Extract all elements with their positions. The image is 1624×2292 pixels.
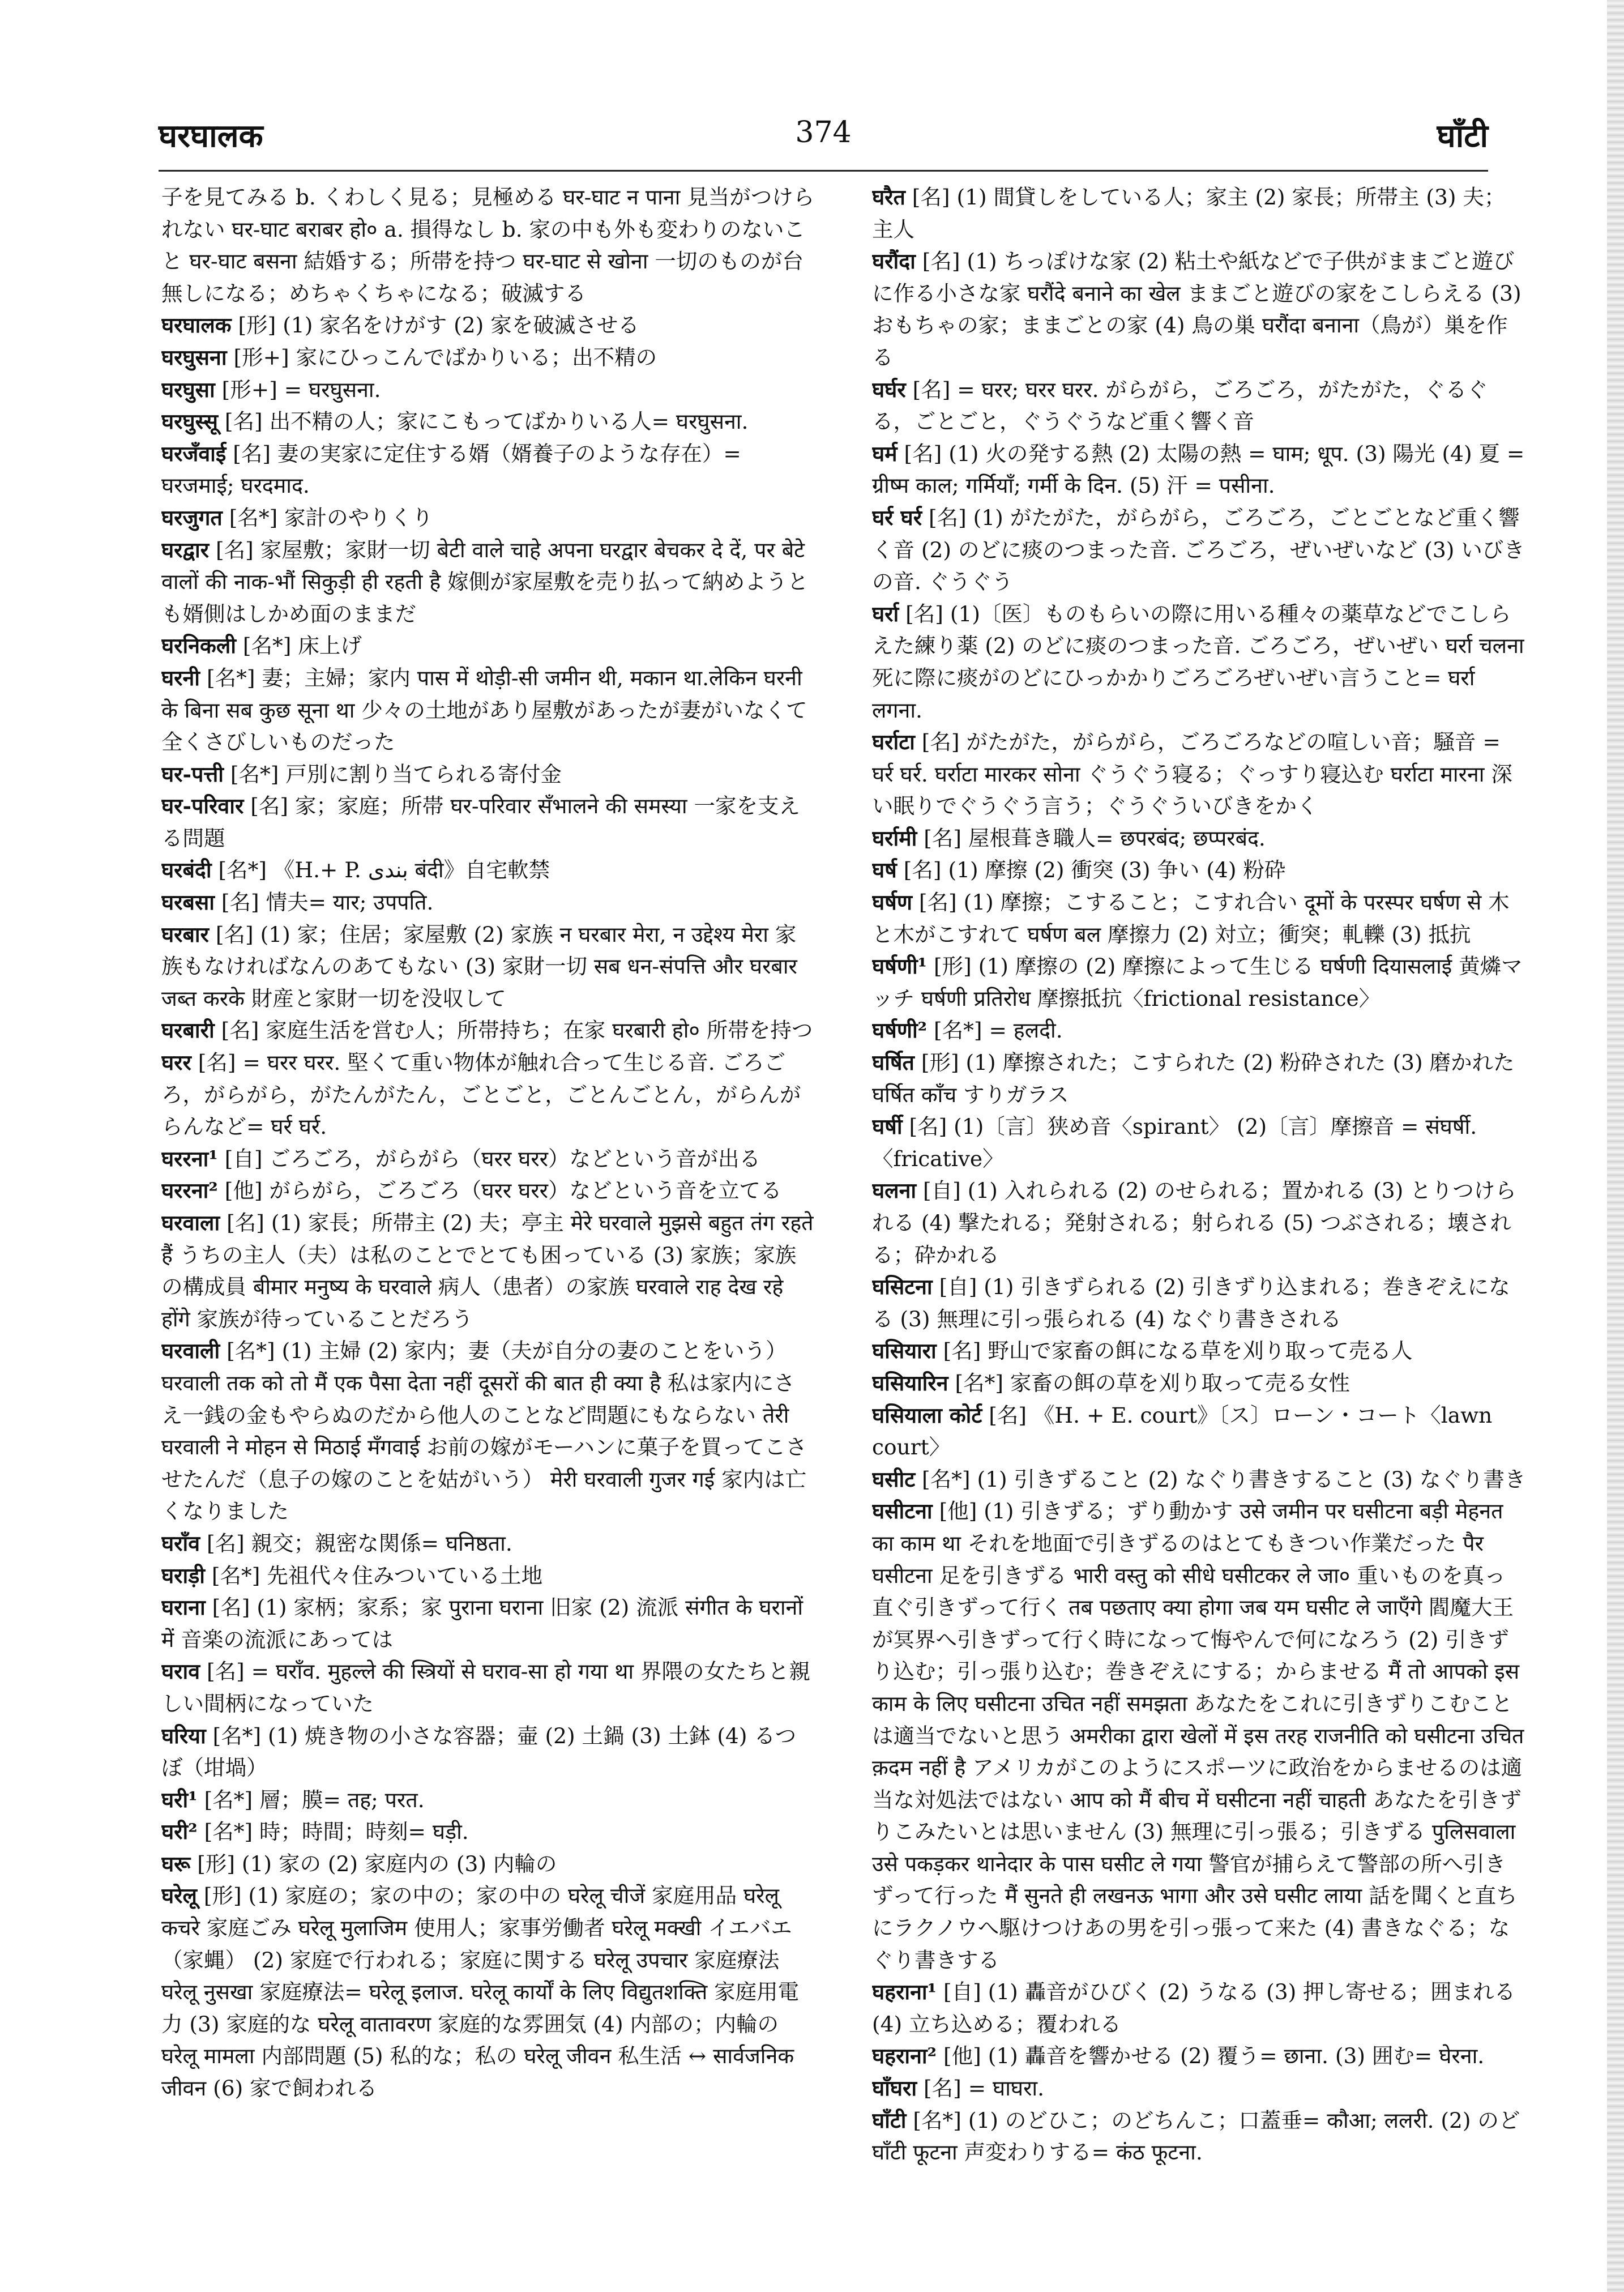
entry-definition: (1) 摩擦の (2) 摩擦によって生じる घर्षणी दियासलाई 黄燐マッチ घर्षणी प्रतिरोध 摩擦抵抗〈frictional resistance〉	[872, 954, 1523, 1011]
entry-definition: (1) 家の (2) 家庭内の (3) 内輪の	[241, 1851, 557, 1876]
page-edge-shadow	[1607, 0, 1624, 2292]
entry-part-of-speech: [名]	[206, 1530, 245, 1556]
entry-part-of-speech: [名*]	[955, 1370, 1003, 1395]
entry-part-of-speech: [名]	[924, 825, 962, 851]
entry-headword: घरवाला	[161, 1210, 220, 1235]
entry-definition: 妻の実家に定住する婿（婿養子のような存在）= घरजमाई; घरदमाद.	[161, 441, 741, 498]
entry-headword: घसीट	[872, 1466, 916, 1492]
entry-part-of-speech: [名]	[198, 1050, 236, 1075]
entry-part-of-speech: [自]	[943, 1979, 981, 2005]
entry-part-of-speech: [名]	[224, 409, 263, 434]
dictionary-entry	[161, 406, 815, 438]
entry-definition: 出不精の人；家にこもってばかりいる人= घरघुसना.	[269, 409, 749, 434]
entry-definition: (1) 摩擦 (2) 衝突 (3) 争い (4) 粉砕	[948, 857, 1286, 883]
dictionary-entry	[161, 1655, 815, 1719]
entry-part-of-speech: [他]	[943, 2043, 981, 2069]
entry-headword: घर्रामी	[872, 825, 917, 851]
entry-definition: ごろごろ，がらがら（घरर घरर）などという音が出る	[269, 1146, 760, 1171]
entry-part-of-speech: [名*]	[204, 1819, 253, 1845]
entry-definition: (1) ちっぽけな家 (2) 粘土や紙などで子供がままごと遊びに作る小さな家 घरौंदे बनाने का खेल ままごと遊びの家をこしらえる (3) おもちゃの家；ままごとの家 (4) 鳥の巣 घरौंदा बनाना（鳥が）巣を作る	[872, 249, 1522, 370]
entry-definition: 家にひっこんでばかりいる；出不精の	[296, 344, 657, 370]
entry-headword: घराँव	[161, 1530, 200, 1556]
entry-headword: घर-पत्ती	[161, 761, 224, 787]
running-header	[159, 108, 1488, 172]
entry-headword: घर्घर	[872, 377, 906, 402]
dictionary-entry	[161, 662, 815, 758]
dictionary-entry	[161, 1143, 815, 1175]
entry-part-of-speech: [名]	[904, 441, 942, 466]
entry-headword: घरौंदा	[872, 249, 916, 274]
entry-definition: (1) 家長；所帯主 (2) 夫；亭主 मेरे घरवाले मुझसे बहुत तंग रहते हैं うちの主人（夫）は私のことでとても困っている (3) 家族；家族の構成員 बीमार मनुष्य के घरवाले 病人（患者）の家族 घरवाले राह देख रहे होंगे 家族が待っていることだろう	[161, 1210, 814, 1331]
entry-headword: घरबसा	[161, 890, 215, 915]
entry-definition: (1) のどひこ；のどちんこ；口蓋垂= कौआ; ललरी. (2) のど घाँटी फूटना 声変わりする= कंठ फूटना.	[872, 2107, 1520, 2165]
entry-definition: 家；家庭；所帯 घर-परिवार सँभालने की समस्या 一家を支える問題	[161, 793, 800, 851]
dictionary-entry	[161, 342, 815, 374]
dictionary-entry	[161, 1207, 815, 1335]
dictionary-entry	[161, 1720, 815, 1784]
entry-definition: (1) 火の発する熱 (2) 太陽の熱 = घाम; धूप. (3) 陽光 (4) 夏 = ग्रीष्म काल; गर्मियाँ; गर्मी के दिन. (5) 汗 = पसीना.	[872, 441, 1525, 498]
page-number: 374	[795, 116, 852, 150]
entry-headword: घररना²	[161, 1178, 218, 1203]
entry-headword: घरबार	[161, 921, 209, 947]
entry-headword: घहराना¹	[872, 1979, 937, 2005]
dictionary-entry	[161, 1816, 815, 1848]
entry-headword: घरघुस्सू	[161, 409, 218, 434]
entry-part-of-speech: [形]	[934, 954, 972, 979]
entry-headword: घराना	[161, 1595, 206, 1620]
entry-part-of-speech: [形]	[197, 1851, 235, 1876]
dictionary-entry	[872, 2072, 1526, 2105]
entry-headword: घसियारा	[872, 1338, 937, 1364]
dictionary-entry	[161, 1848, 815, 1880]
dictionary-entry	[161, 886, 815, 919]
entry-part-of-speech: [名*]	[226, 1338, 275, 1364]
entry-part-of-speech: [形+]	[221, 377, 277, 402]
entry-headword: घसियाला कोर्ट	[872, 1402, 982, 1428]
entry-part-of-speech: [名]	[216, 537, 254, 562]
entry-definition: 家庭生活を営む人；所帯持ち；在家 घरबारी हो० 所帯を持つ	[266, 1018, 813, 1043]
entry-definition: = घरर घरर. 堅くて重い物体が触れ合って生じる音. ごろごろ，がらがら，がたんがたん，ごとごと，ごとんごとん，がらんがらんなど= घर्र घर्र.	[161, 1050, 801, 1139]
dictionary-entry	[872, 950, 1526, 1014]
header-left-headword: घरघालक	[159, 117, 263, 155]
dictionary-entry	[872, 502, 1526, 598]
dictionary-entry	[161, 1784, 815, 1816]
entry-headword: घरबारी	[161, 1018, 215, 1043]
entry-definition: (1) 引きずること (2) なぐり書きすること (3) なぐり書き	[977, 1466, 1526, 1492]
entry-part-of-speech: [名*]	[204, 1787, 253, 1812]
entry-part-of-speech: [名]	[921, 729, 960, 755]
entry-part-of-speech: [名]	[918, 890, 957, 915]
entry-headword: घसीटना	[872, 1499, 933, 1524]
entry-part-of-speech: [名*]	[229, 505, 278, 530]
entry-headword: घरी²	[161, 1819, 198, 1845]
entry-definition: 《H. + E. court》〔ス〕ローン・コート〈lawn court〉	[872, 1402, 1493, 1460]
entry-part-of-speech: [形+]	[233, 344, 289, 370]
entry-part-of-speech: [名*]	[212, 1723, 262, 1748]
entry-definition: (1) がたがた，がらがら，ごろごろ，ごとごとなど重く響く音 (2) のどに痰のつまった音. ごろごろ，ぜいぜいなど (3) いびきの音. ぐうぐう	[872, 505, 1525, 595]
entry-part-of-speech: [名*]	[922, 1466, 971, 1492]
dictionary-entry	[872, 598, 1526, 726]
entry-definition: 家屋敷；家財一切 बेटी वाले चाहे अपना घरद्वार बेचकर दे दें, पर बेटे वालों की नाक-भौं सिकुड़ी ही रहती है 嫁側が家屋敷を売り払って納めようとも婿側はしかめ面のままだ	[161, 537, 809, 626]
dictionary-entry	[161, 1014, 815, 1047]
entry-definition: がらがら，ごろごろ（घरर घरर）などという音を立てる	[269, 1178, 782, 1203]
entry-headword: घर्ष	[872, 857, 897, 883]
dictionary-entry	[161, 1591, 815, 1655]
dictionary-entry	[161, 374, 815, 406]
entry-definition: (1) 家名をけがす (2) 家を破滅させる	[283, 313, 639, 338]
entry-definition: 《H.+ P. بندی बंदी》自宅軟禁	[273, 857, 550, 883]
entry-headword: घरर	[161, 1050, 191, 1075]
entry-headword: घर्षित	[872, 1050, 914, 1075]
entry-headword: घराड़ी	[161, 1563, 205, 1588]
dictionary-entry	[161, 1335, 815, 1527]
entry-definition: 妻；主婦；家内 पास में थोड़ी-सी जमीन थी, मकान था.लेकिन घरनी के बिना सब कुछ सूना था 少々の土地があり屋敷があったが妻がいなくて全くさびしいものだった	[161, 665, 807, 755]
entry-headword: घरद्वार	[161, 537, 210, 562]
entry-headword: घरिया	[161, 1723, 206, 1748]
entry-part-of-speech: [形]	[203, 1883, 242, 1909]
dictionary-entry	[161, 1047, 815, 1143]
entry-part-of-speech: [形]	[921, 1050, 959, 1075]
entry-part-of-speech: [名]	[912, 185, 950, 210]
entry-part-of-speech: [名*]	[218, 857, 267, 883]
entry-headword: घरघुसना	[161, 344, 227, 370]
entry-headword: घरघुसा	[161, 377, 215, 402]
entry-definition: = घरघुसना.	[284, 377, 381, 402]
dictionary-entry	[872, 2105, 1526, 2169]
entry-headword: घलना	[872, 1178, 917, 1203]
entry-part-of-speech: [名*]	[934, 1018, 982, 1043]
entry-definition: (1) 焼き物の小さな容器；壷 (2) 土鍋 (3) 土鉢 (4) るつぼ（坩堝）	[161, 1723, 797, 1781]
entry-headword: घरवाली	[161, 1338, 220, 1364]
entry-part-of-speech: [名]	[221, 1018, 259, 1043]
header-right-headword: घाँटी	[1437, 117, 1488, 155]
entry-definition: 野山で家畜の餌になる草を刈り取って売る人	[988, 1338, 1413, 1364]
entry-definition: (1) 間貸しをしている人；家主 (2) 家長；所帯主 (3) 夫；主人	[872, 185, 1506, 242]
dictionary-entry	[872, 854, 1526, 886]
entry-headword: घरघालक	[161, 313, 232, 338]
entry-definition: 戸別に割り当てられる寄付金	[285, 761, 562, 787]
dictionary-entry	[161, 1880, 815, 2104]
dictionary-entry	[161, 758, 815, 791]
dictionary-entry	[872, 726, 1526, 822]
entry-headword: घसिटना	[872, 1274, 933, 1300]
entry-headword: घरैत	[872, 185, 905, 210]
entry-part-of-speech: [名]	[924, 2076, 961, 2101]
entry-definition: (1) 轟音を響かせる (2) 覆う= छाना. (3) 囲む= घेरना.	[988, 2043, 1485, 2069]
dictionary-entry	[161, 1175, 815, 1207]
entry-definition: (1)〔言〕狭め音〈spirant〉 (2)〔言〕摩擦音 = संघर्षी.〈fricative〉	[872, 1114, 1477, 1171]
entry-part-of-speech: [自]	[224, 1146, 263, 1171]
entry-headword: घर्र घर्र	[872, 505, 922, 530]
entry-definition: 屋根葺き職人= छपरबंद; छप्परबंद.	[968, 825, 1266, 851]
dictionary-entry	[872, 822, 1526, 855]
entry-part-of-speech: [名]	[206, 1659, 245, 1684]
entry-headword: घरेलू	[161, 1883, 197, 1909]
entry-part-of-speech: [名]	[233, 441, 271, 466]
entry-definition: がたがた，がらがら，ごろごろなどの喧しい音；騒音 = घर्र घर्र. घर्राटा मारकर सोना ぐうぐう寝る；ぐっすり寝込む घर्राटा मारना 深い眠りでぐうぐう言う；ぐうぐういびきをかく	[872, 729, 1512, 819]
dictionary-entry	[161, 181, 815, 309]
dictionary-entry	[872, 1399, 1526, 1463]
entry-part-of-speech: [名*]	[206, 665, 255, 690]
left-column	[161, 181, 815, 2243]
entry-headword: घरनिकली	[161, 633, 236, 659]
dictionary-entry	[161, 630, 815, 662]
entry-definition: 子を見てみる b. くわしく見る；見極める घर-घाट न पाना 見当がつけられない घर-घाट बराबर हो० a. 損得なし b. 家の中も外も変わりのないこと घर-घाट बसना 結婚する；所帯を持つ घर-घाट से खोना 一切のものが台無しになる；めちゃくちゃになる；破滅する	[161, 185, 815, 306]
dictionary-entry	[161, 1527, 815, 1560]
entry-headword: घर्षण	[872, 890, 912, 915]
entry-part-of-speech: [名]	[989, 1402, 1027, 1428]
dictionary-entry	[161, 438, 815, 502]
dictionary-entry	[161, 854, 815, 886]
entry-definition: (1) 摩擦；こすること；こすれ合い दूमों के परस्पर घर्षण से 木と木がこすれて घर्षण बल 摩擦力 (2) 対立；衝突；軋轢 (3) 抵抗	[872, 890, 1510, 947]
entry-definition: 家畜の餌の草を刈り取って売る女性	[1010, 1370, 1350, 1395]
entry-part-of-speech: [名*]	[230, 761, 279, 787]
dictionary-entry	[872, 1047, 1526, 1111]
entry-part-of-speech: [名]	[226, 1210, 264, 1235]
entry-headword: घरबंदी	[161, 857, 212, 883]
entry-headword: घरू	[161, 1851, 191, 1876]
entry-headword: घरजुगत	[161, 505, 223, 530]
dictionary-entry	[161, 502, 815, 534]
dictionary-entry	[872, 181, 1526, 245]
dictionary-entry	[161, 919, 815, 1015]
entry-definition: (1) 引きずる；ずり動かす उसे जमीन पर घसीटना बड़ी मेहनत का काम था それを地面で引きずるのはとてもきつい作業だった पैर घसीटना 足を引きずる भारी वस्तु को सीधे घसीटकर ले जा० 重いものを真っ直ぐ引きずって行く तब पछताए क्या होगा जब यम घसीट ले जाएँगे 閻魔大王が冥界へ引きずって行く時になって悔やんで何になろう (2) 引きずり込む；引っ張り込む；巻きぞえにする；からませる मैं तो आपको इस काम के लिए घसीटना उचित नहीं समझता あなたをこれに引きずりこむことは適当でないと思う अमरीका द्वारा खेलों में इस तरह राजनीति को घसीटना उचित क़दम नहीं है アメリカがこのようにスポーツに政治をからませるのは適当な対処法ではない आप को मैं बीच में घसीटना नहीं चाहती あなたを引きずりこみたいとは思いません (3) 無理に引っ張る；引きずる पुलिसवाला उसे पकड़कर थानेदार के पास घसीट ले गया 警官が捕らえて警部の所へ引きずって行った मैं सुनते ही लखनऊ भागा और उसे घसीट लाया 話を聞くと直ちにラクノウへ駆けつけあの男を引っ張って来た (4) 書きなぐる；なぐり書きする	[872, 1499, 1524, 1973]
entry-headword: घररना¹	[161, 1146, 218, 1171]
entry-headword: घर्षी	[872, 1114, 903, 1139]
entry-part-of-speech: [他]	[939, 1499, 977, 1524]
dictionary-entry	[872, 374, 1526, 438]
dictionary-entry	[872, 1335, 1526, 1367]
entry-part-of-speech: [形]	[238, 313, 276, 338]
entry-definition: = घाघरा.	[968, 2076, 1045, 2101]
entry-part-of-speech: [名]	[928, 505, 967, 530]
dictionary-entry	[161, 790, 815, 854]
entry-definition: 家計のやりくり	[284, 505, 433, 530]
dictionary-entry	[872, 1175, 1526, 1271]
entry-part-of-speech: [名]	[221, 890, 259, 915]
entry-definition: = घराँव. मुहल्ले की स्त्रियों से घराव-सा हो गया था 界隈の女たちと親しい間柄になっていた	[161, 1659, 810, 1716]
entry-definition: 床上げ	[298, 633, 362, 659]
entry-part-of-speech: [名*]	[211, 1563, 260, 1588]
entry-headword: घर-परिवार	[161, 793, 244, 819]
dictionary-entry	[872, 886, 1526, 950]
entry-definition: = घरर; घरर घरर. がらがら，ごろごろ，がたがた，ぐるぐる，ごとごと，ぐうぐうなど重く響く音	[872, 377, 1488, 434]
dictionary-entry	[872, 1976, 1526, 2040]
entry-definition: 親交；親密な関係= घनिष्ठता.	[251, 1530, 512, 1556]
entry-headword: घर्षणी¹	[872, 954, 928, 979]
entry-definition: (1) 引きずられる (2) 引きずり込まれる；巻きぞえになる (3) 無理に引っ張られる (4) なぐり書きされる	[872, 1274, 1510, 1331]
entry-definition: (1) 轟音がひびく (2) うなる (3) 押し寄せる；囲まれる (4) 立ち込める；覆われる	[872, 1979, 1516, 2037]
entry-headword: घहराना²	[872, 2043, 937, 2069]
entry-definition: 先祖代々住みついている土地	[267, 1563, 543, 1588]
entry-headword: घराव	[161, 1659, 200, 1684]
entry-definition: (1) 家庭の；家の中の；家の中の घरेलू चीजें 家庭用品 घरेलू कचरे 家庭ごみ घरेलू मुलाजिम 使用人；家事労働者 घरेलू मक्खी イエバエ（家蝿） (2) 家庭で行われる；家庭に関する घरेलू उपचार 家庭療法 घरेलू नुसखा 家庭療法= घरेलू इलाज. घरेलू कार्यों के लिए विद्युतशक्ति 家庭用電力 (3) 家庭的な घरेलू वातावरण 家庭的な雰囲気 (4) 内部の；内輪の घरेलू मामला 内部問題 (5) 私的な；私の घरेलू जीवन 私生活 ↔ सार्वजनिक जीवन (6) 家で飼われる	[161, 1883, 800, 2101]
entry-part-of-speech: [名]	[212, 1595, 250, 1620]
entry-headword: घर्म	[872, 441, 898, 466]
entry-definition: (1) 家；住居；家屋敷 (2) 家族 न घरबार मेरा, न उद्देश्य मेरा 家族もなければなんのあてもない (3) 家財一切 सब धन-संपत्ति और घरबार जब्त करके 財産と家財一切を没収して	[161, 921, 797, 1011]
entry-definition: (1) 摩擦された；こすられた (2) 粉砕された (3) 磨かれた घर्षित काँच すりガラス	[872, 1050, 1515, 1107]
dictionary-entry	[161, 1560, 815, 1592]
dictionary-entry	[872, 1495, 1526, 1976]
dictionary-entry	[872, 245, 1526, 373]
entry-definition: (1) 入れられる (2) のせられる；置かれる (3) とりつけられる (4) 撃たれる；発射される；射られる (5) つぶされる；壊される；砕かれる	[872, 1178, 1516, 1267]
dictionary-entry	[872, 1014, 1526, 1047]
entry-headword: घर्षणी²	[872, 1018, 928, 1043]
entry-part-of-speech: [名]	[909, 1114, 947, 1139]
dictionary-entry	[872, 438, 1526, 502]
dictionary-entry	[161, 309, 815, 342]
entry-part-of-speech: [名*]	[913, 2107, 961, 2133]
entry-part-of-speech: [名]	[903, 857, 942, 883]
entry-part-of-speech: [名]	[922, 249, 960, 274]
entry-part-of-speech: [名]	[215, 921, 254, 947]
entry-definition: (1) 家柄；家系；家 पुराना घराना 旧家 (2) 流派 संगीत के घरानों में 音楽の流派にあっては	[161, 1595, 804, 1652]
entry-part-of-speech: [自]	[923, 1178, 961, 1203]
entry-definition: (1)〔医〕ものもらいの際に用いる種々の薬草などでこしらえた練り薬 (2) のどに痰のつまった音. ごろごろ，ぜいぜい घर्रा चलना 死に際に痰がのどにひっかかりごろごろぜいぜい言うこと= घर्रा लगना.	[872, 601, 1524, 723]
entry-headword: घर्राटा	[872, 729, 915, 755]
entry-definition: (1) 主婦 (2) 家内；妻（夫が自分の妻のことをいう） घरवाली तक को तो मैं एक पैसा देता नहीं दूसरों की बात ही क्या है 私は家内にさえ一銭の金もやらぬのだから他人のことなど問題にもならない तेरी घरवाली ने मोहन से मिठाई मँगवाई お前の嫁がモーハンに菓子を買ってこさせたんだ（息子の嫁のことを姑がいう） मेरी घरवाली गुजर गई 家内は亡くなりました	[161, 1338, 807, 1524]
entry-part-of-speech: [名]	[905, 601, 943, 626]
right-column	[872, 181, 1526, 2243]
entry-definition: 時；時間；時刻= घड़ी.	[259, 1819, 469, 1845]
dictionary-entry	[161, 534, 815, 630]
dictionary-entry	[872, 1111, 1526, 1175]
entry-definition: 層；膜= तह; परत.	[259, 1787, 425, 1812]
entry-headword: घसियारिन	[872, 1370, 948, 1395]
dictionary-entry	[872, 1367, 1526, 1399]
dictionary-entry	[872, 1463, 1526, 1496]
entry-headword: घर्रा	[872, 601, 899, 626]
entry-headword: घाँघरा	[872, 2076, 917, 2101]
entry-part-of-speech: [自]	[939, 1274, 977, 1300]
entry-definition: = हलदी.	[989, 1018, 1063, 1043]
entry-part-of-speech: [他]	[224, 1178, 263, 1203]
entry-part-of-speech: [名]	[912, 377, 951, 402]
entry-headword: घरनी	[161, 665, 200, 690]
entry-definition: 情夫= यार; उपपति.	[266, 890, 434, 915]
entry-part-of-speech: [名]	[250, 793, 289, 819]
dictionary-entry	[872, 1271, 1526, 1335]
entry-headword: घरी¹	[161, 1787, 198, 1812]
entry-part-of-speech: [名*]	[242, 633, 292, 659]
entry-headword: घाँटी	[872, 2107, 907, 2133]
dictionary-entry	[872, 2040, 1526, 2072]
entry-part-of-speech: [名]	[943, 1338, 981, 1364]
entry-headword: घरजँवाई	[161, 441, 226, 466]
